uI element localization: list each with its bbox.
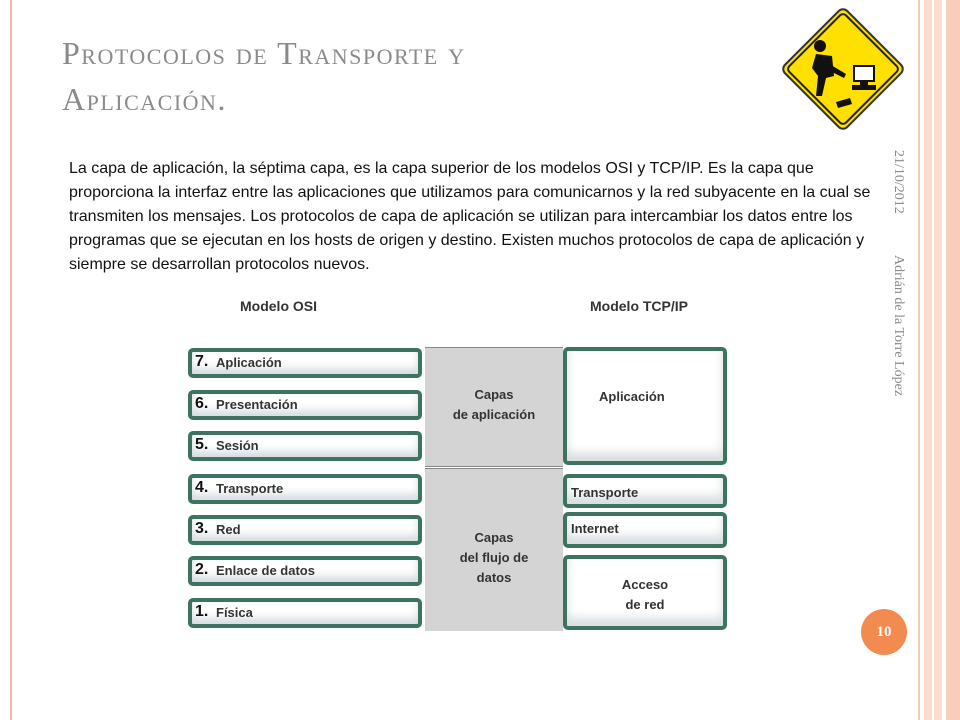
right-stripe [924, 0, 932, 720]
tcpip-model-header: Modelo TCP/IP [590, 298, 688, 314]
layer-label: Red [216, 522, 241, 537]
layer-number: 4. [195, 479, 209, 496]
group-label-line: del flujo de [459, 550, 529, 565]
slide-title-line2: Aplicación. [62, 81, 227, 117]
osi-layer-2 [188, 556, 422, 586]
layer-label: Transporte [571, 485, 639, 500]
group-label-line: datos [476, 570, 512, 585]
osi-layer-1 [188, 598, 422, 628]
layer-label: Enlace de datos [216, 563, 315, 578]
osi-tcpip-diagram [185, 290, 730, 635]
layer-number: 7. [195, 353, 209, 370]
slide-body-text: La capa de aplicación, la séptima capa, es la capa superior de los modelos OSI y TCP/IP. Es la capa que proporciona la interfaz entre las aplicaciones que utilizamos para comunicarnos y la red subyacente en la cual se transmiten los mensajes. Los protocolos de capa de aplicación se utilizan para intercambiar los datos entre los programas que se ejecutan en los hosts de origen y destino. Existen muchos protocolos de capa de aplicación y siempre se desarrollan protocolos nuevos. [69, 160, 871, 273]
tcpip-network-access-layer [563, 555, 727, 630]
tcpip-internet-layer [563, 512, 727, 548]
data-flow-layers-label [425, 528, 563, 588]
left-decorative-rule [10, 0, 12, 720]
layer-label: Física [216, 605, 253, 620]
layer-label-line: de red [625, 597, 665, 612]
right-stripe [918, 0, 920, 720]
layer-label: Transporte [216, 481, 284, 496]
slide-date: 21/10/2012 [891, 150, 906, 214]
layer-label: Aplicación [216, 355, 282, 370]
layer-label: Presentación [216, 397, 298, 412]
page-number-badge: 10 [861, 609, 907, 655]
layer-label-line: Acceso [621, 577, 669, 592]
osi-layer-6 [188, 390, 422, 420]
layer-number: 3. [195, 520, 209, 537]
tcpip-transport-layer [563, 474, 727, 508]
layer-number: 2. [195, 561, 209, 578]
group-label-line: Capas [474, 530, 514, 545]
layer-number: 6. [195, 395, 209, 412]
osi-layer-5 [188, 431, 422, 461]
under-construction-sign-icon [776, 4, 910, 134]
osi-layer-3 [188, 515, 422, 545]
slide-title-line1: Protocolos de Transporte y [62, 35, 466, 71]
right-stripe [946, 0, 960, 720]
layer-number: 1. [195, 603, 209, 620]
layer-label: Internet [571, 521, 619, 536]
layer-label: Sesión [216, 438, 259, 453]
slide-author: Adrián de la Torre López [891, 255, 906, 397]
right-stripe [934, 0, 942, 720]
osi-model-header: Modelo OSI [240, 298, 317, 314]
layer-label [567, 575, 723, 615]
group-label-line: Capas [474, 387, 514, 402]
tcpip-application-layer [563, 347, 727, 465]
osi-layer-7 [188, 348, 422, 378]
slide-title [62, 30, 762, 122]
group-label-line: de aplicación [452, 407, 536, 422]
application-layers-label [425, 385, 563, 425]
layer-number: 5. [195, 436, 209, 453]
layer-label: Aplicación [599, 389, 665, 404]
osi-layer-4 [188, 474, 422, 504]
